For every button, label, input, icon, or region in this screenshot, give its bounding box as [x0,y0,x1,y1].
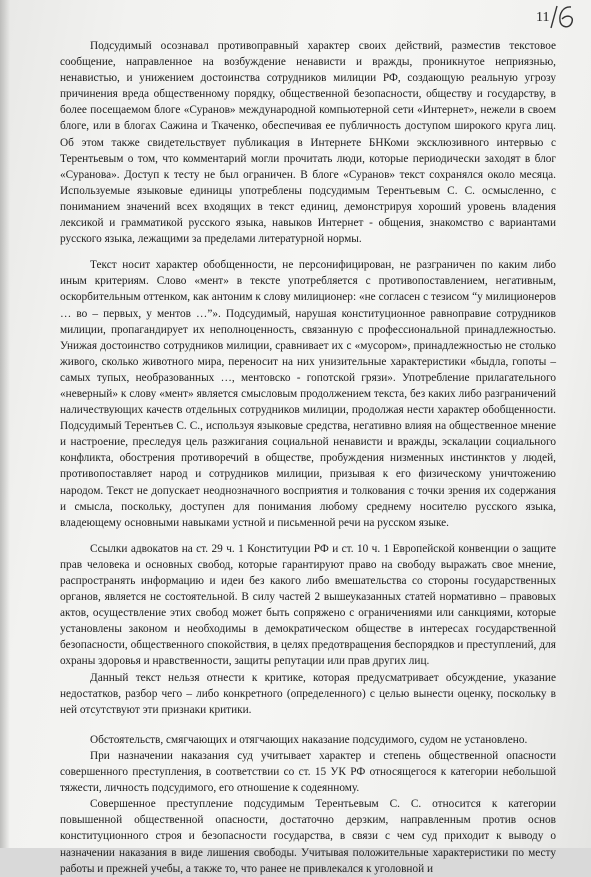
paragraph-not-criticism: Данный текст нельзя отнести к критике, которая предусматривает обсуждение, указание недостатков, разбор чего – либо конкретного (определенного) с целью вынести оценку, поскольку в ней отсутствуют эти признаки критики. [60,671,556,716]
paragraph-intent: Подсудимый осознавал противоправный характер своих действий, разместив текстовое сообщение, направленное на возбуждение ненависти и вражды, проникнутое неприязнью, ненавистью, и унижением достоинства сотрудников милиции РФ, создающую реальную угрозу причинения вреда общественному порядку, общественной безопасности, обществу и государству, в более посещаемом блоге «Суранов» международной компьютерной сети «Интернет», нежели в своем блоге, или в блогах Сажина и Ткаченко, обеспечивая ее публичность доступом широкого круга лиц. Об этом также свидетельствует публикация в Интернете БНКоми эксклюзивного интервью с Терентьевым о том, что комментарий могли прочитать люди, которые периодически заходят в блог «Суранова». Доступ к тесту не был ограничен. В блоге «Суранов» текст сохранялся около месяца. Используемые языковые единицы употреблены подсудимым Терентьевым С. С. осмысленно, с пониманием значений всех входящих в текст единиц, демонстрируя хороший уровень владения лексикой и грамматикой русского языка, навыков Интернет - общения, знакомство с вариантами русского языка, лежащими за пределами литературной нормы. [60,40,556,246]
paragraph-lawyer-references: Ссылки адвокатов на ст. 29 ч. 1 Конституции РФ и ст. 10 ч. 1 Европейской конвенции о защите прав человека и основных свобод, которые гарантируют право на свободу выражать свое мнение, распространять информацию и идеи без какого либо вмешательства со стороны государственных органов, является не состоятельной. В силу частей 2 вышеуказанных статей нормативно – правовых актов, осуществление этих свобод может быть сопряжено с ограничениями или санкциями, которые установлены законом и необходимы в демократическом обществе в интересах государственной безопасности, общественного спокойствия, в целях предотвращения беспорядков и преступлений, для охраны здоровья и нравственности, защиты репутации или прав других лиц. [60,542,556,668]
document-body [60,38,556,877]
page-number: 11 [536,10,550,25]
handwritten-page-number [545,2,579,32]
paragraph-sentencing: При назначении наказания суд учитывает характер и степень общественной опасности совершенного преступления, в соответствии со ст. 15 УК РФ относящегося к категории небольшой тяжести, личность подсудимого, его отношение к содеянному. [60,749,556,795]
paragraph-text-analysis: Текст носит характер обобщенности, не персонифицирован, не разграничен по каким либо иным критериям. Слово «мент» в тексте употребляется с противопоставлением, негативным, оскорбительным оттенком, как антоним к слову милиционер: «не согласен с тезисом “у милиционеров … во – первых, у ментов …”». Подсудимый, нарушая конституционное равноправие сотрудников милиции, пропагандирует их неполноценность, связанную с профессиональной принадлежностью. Унижая достоинство сотрудников милиции, сравнивает их с «мусором», принадлежностью не столько живого, сколько животного мира, переносит на них унизительные характеристики «быдла, гопоты – самых тупых, необразованных …, ментовско - гопотской грязи». Употребление прилагательного «неверный» к слову «мент» является смысловым продолжением текста, без каких либо разграничений наличествующих качеств отдельных сотрудников милиции, продолжая нести характер обобщенности. Подсудимый Терентьев С. С., используя языковые средства, негативно влияя на общественное мнение и настроение, преследуя цель разжигания социальной ненависти и вражды, эскалации социального конфликта, обострения противоречий в обществе, пробуждения низменных инстинктов у людей, противопоставляет народ и сотрудников милиции, призывая к его физическому уничтожению народом. Текст не допускает неоднозначного восприятия и толкования с точки зрения их содержания и смысла, поскольку, доступен для понимания любому среднему носителю русского языка, владеющему основными навыками устной и письменной речи на русском языке. [60,259,556,529]
paragraph-circumstances: Обстоятельств, смягчающих и отягчающих наказание подсудимого, судом не установлено. [90,733,528,746]
scan-edge-shadow [0,0,10,848]
paragraph-conclusion: Совершенное преступление подсудимым Терентьевым С. С. относится к категории повышенной общественной опасности, достаточно дерзким, направленным против основ конституционного строя и безопасности государства, в связи с чем суд приходит к выводу о назначении наказания в виде лишения свободы. Учитывая положительные характеристики по месту работы и прежней учебы, а также то, что ранее не привлекался к уголовной и [60,798,556,875]
